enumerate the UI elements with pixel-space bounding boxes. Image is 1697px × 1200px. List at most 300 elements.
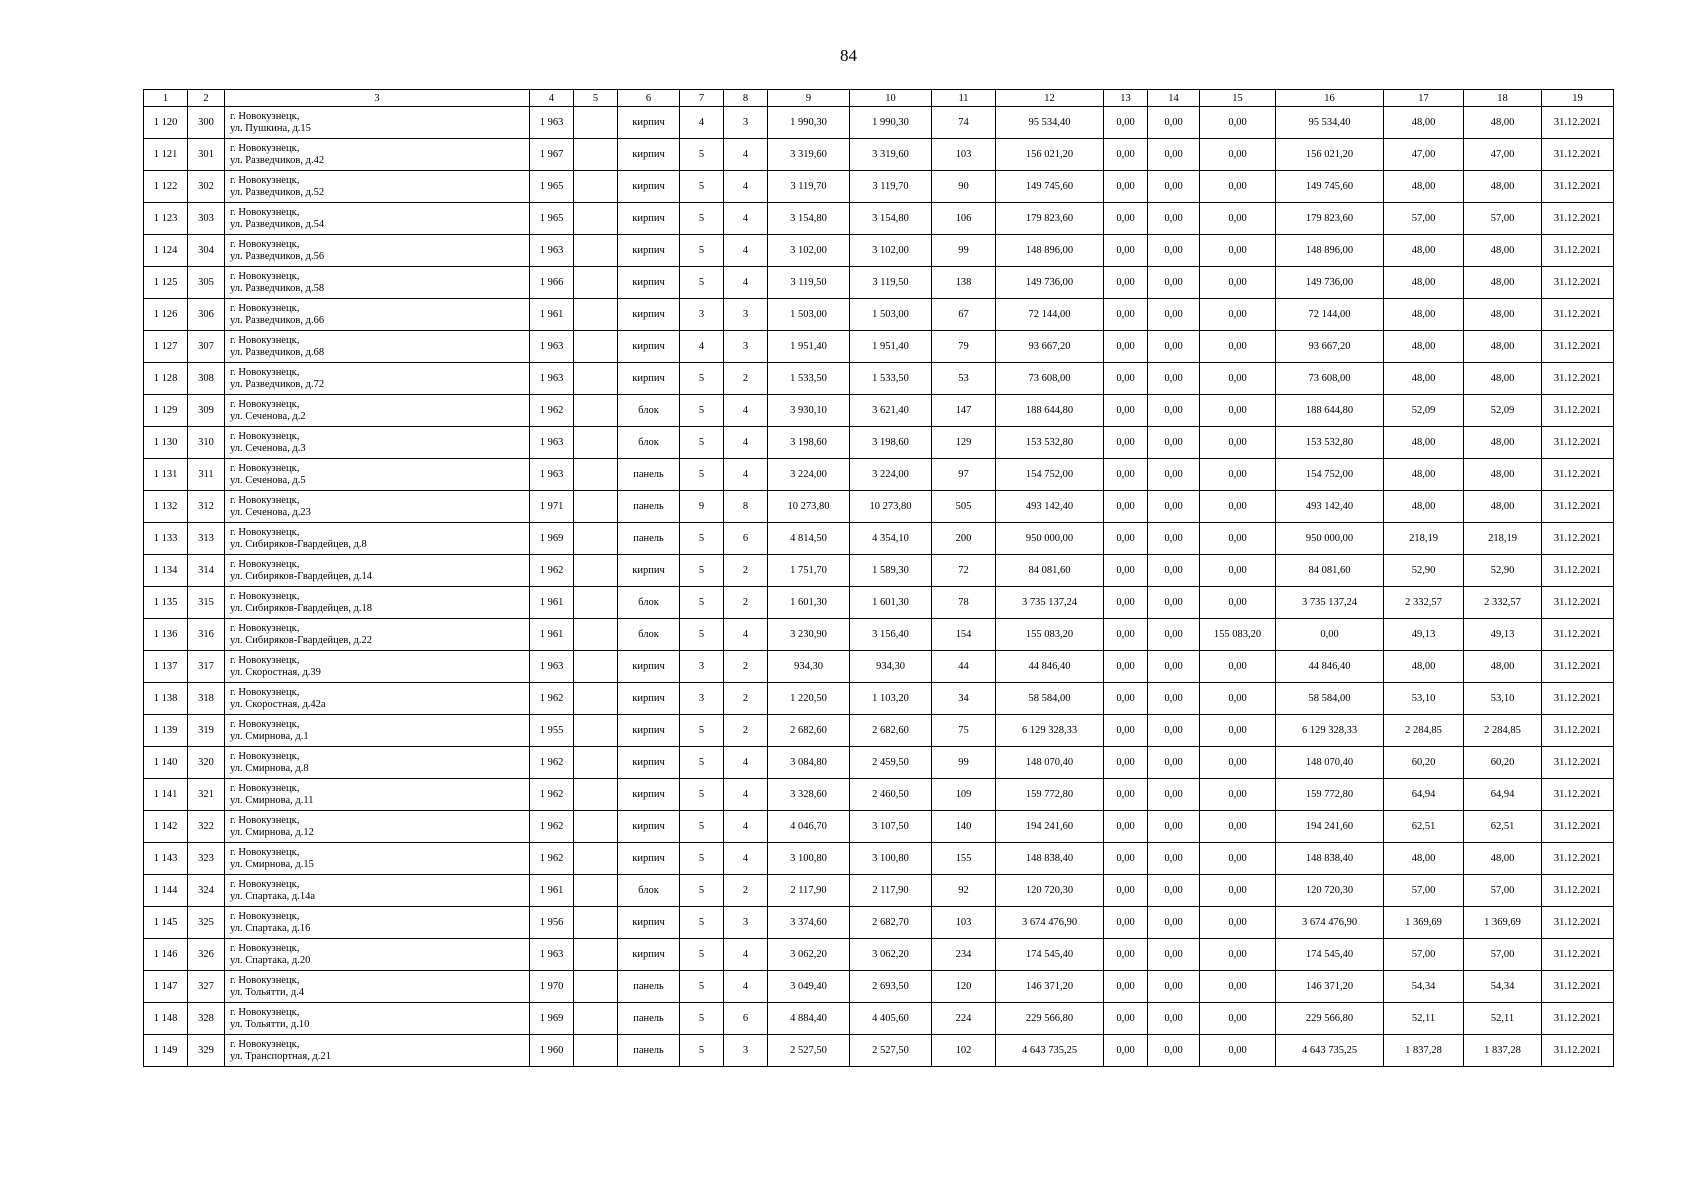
cell-col-13: 0,00 — [1104, 875, 1148, 907]
cell-col-19: 31.12.2021 — [1542, 651, 1614, 683]
cell-col-1: 1 132 — [144, 491, 188, 523]
cell-col-18: 62,51 — [1464, 811, 1542, 843]
address-cell — [225, 427, 530, 459]
column-number-header — [144, 90, 1614, 107]
cell-col-2: 323 — [188, 843, 225, 875]
cell-col-5 — [574, 779, 618, 811]
cell-col-18: 48,00 — [1464, 843, 1542, 875]
cell-col-6: кирпич — [618, 267, 680, 299]
cell-col-5 — [574, 907, 618, 939]
cell-col-1: 1 133 — [144, 523, 188, 555]
table-row — [144, 907, 1614, 939]
cell-col-10: 3 154,80 — [850, 203, 932, 235]
cell-col-4: 1 966 — [530, 267, 574, 299]
cell-col-13: 0,00 — [1104, 331, 1148, 363]
table-row — [144, 875, 1614, 907]
cell-col-19: 31.12.2021 — [1542, 747, 1614, 779]
cell-col-12: 155 083,20 — [996, 619, 1104, 651]
cell-col-4: 1 955 — [530, 715, 574, 747]
cell-col-11: 99 — [932, 235, 996, 267]
address-city: г. Новокузнецк, — [230, 686, 300, 698]
cell-col-11: 74 — [932, 107, 996, 139]
cell-col-11: 147 — [932, 395, 996, 427]
cell-col-18: 48,00 — [1464, 267, 1542, 299]
cell-col-4: 1 963 — [530, 939, 574, 971]
column-header-15: 15 — [1200, 90, 1276, 107]
cell-col-1: 1 143 — [144, 843, 188, 875]
cell-col-7: 4 — [680, 107, 724, 139]
cell-col-8: 2 — [724, 587, 768, 619]
table-row — [144, 683, 1614, 715]
cell-col-7: 5 — [680, 139, 724, 171]
cell-col-16: 153 532,80 — [1276, 427, 1384, 459]
cell-col-13: 0,00 — [1104, 267, 1148, 299]
cell-col-10: 4 354,10 — [850, 523, 932, 555]
cell-col-10: 3 062,20 — [850, 939, 932, 971]
page-number: 84 — [840, 46, 857, 65]
cell-col-7: 5 — [680, 907, 724, 939]
column-header-12: 12 — [996, 90, 1104, 107]
cell-col-7: 5 — [680, 619, 724, 651]
cell-col-9: 3 119,70 — [768, 171, 850, 203]
cell-col-12: 148 896,00 — [996, 235, 1104, 267]
cell-col-14: 0,00 — [1148, 235, 1200, 267]
cell-col-19: 31.12.2021 — [1542, 811, 1614, 843]
cell-col-11: 97 — [932, 459, 996, 491]
address-city: г. Новокузнецк, — [230, 590, 300, 602]
cell-col-12: 6 129 328,33 — [996, 715, 1104, 747]
address-city: г. Новокузнецк, — [230, 494, 300, 506]
cell-col-9: 3 198,60 — [768, 427, 850, 459]
cell-col-6: кирпич — [618, 139, 680, 171]
cell-col-6: кирпич — [618, 235, 680, 267]
cell-col-9: 2 527,50 — [768, 1035, 850, 1067]
cell-col-15: 0,00 — [1200, 395, 1276, 427]
cell-col-12: 3 674 476,90 — [996, 907, 1104, 939]
housing-register-table — [143, 89, 1614, 1067]
cell-col-17: 218,19 — [1384, 523, 1464, 555]
cell-col-5 — [574, 459, 618, 491]
cell-col-6: кирпич — [618, 651, 680, 683]
address-street: ул. Сеченова, д.5 — [230, 474, 306, 486]
address-city: г. Новокузнецк, — [230, 846, 300, 858]
address-city: г. Новокузнецк, — [230, 814, 300, 826]
cell-col-14: 0,00 — [1148, 843, 1200, 875]
cell-col-10: 3 156,40 — [850, 619, 932, 651]
cell-col-12: 93 667,20 — [996, 331, 1104, 363]
cell-col-19: 31.12.2021 — [1542, 459, 1614, 491]
cell-col-6: кирпич — [618, 171, 680, 203]
address-cell — [225, 555, 530, 587]
cell-col-2: 313 — [188, 523, 225, 555]
cell-col-10: 3 224,00 — [850, 459, 932, 491]
cell-col-16: 156 021,20 — [1276, 139, 1384, 171]
cell-col-8: 4 — [724, 459, 768, 491]
cell-col-12: 72 144,00 — [996, 299, 1104, 331]
address-street: ул. Сибиряков-Гвардейцев, д.22 — [230, 634, 373, 646]
cell-col-5 — [574, 427, 618, 459]
cell-col-9: 1 990,30 — [768, 107, 850, 139]
cell-col-13: 0,00 — [1104, 683, 1148, 715]
address-cell — [225, 1003, 530, 1035]
cell-col-13: 0,00 — [1104, 843, 1148, 875]
cell-col-8: 4 — [724, 619, 768, 651]
cell-col-10: 2 460,50 — [850, 779, 932, 811]
cell-col-13: 0,00 — [1104, 491, 1148, 523]
cell-col-1: 1 144 — [144, 875, 188, 907]
cell-col-1: 1 149 — [144, 1035, 188, 1067]
table-row — [144, 427, 1614, 459]
cell-col-12: 174 545,40 — [996, 939, 1104, 971]
cell-col-4: 1 963 — [530, 331, 574, 363]
cell-col-2: 310 — [188, 427, 225, 459]
cell-col-12: 229 566,80 — [996, 1003, 1104, 1035]
table-row — [144, 843, 1614, 875]
cell-col-8: 3 — [724, 907, 768, 939]
cell-col-6: кирпич — [618, 555, 680, 587]
cell-col-10: 1 589,30 — [850, 555, 932, 587]
cell-col-13: 0,00 — [1104, 459, 1148, 491]
cell-col-7: 5 — [680, 971, 724, 1003]
cell-col-17: 48,00 — [1384, 331, 1464, 363]
cell-col-10: 4 405,60 — [850, 1003, 932, 1035]
cell-col-17: 49,13 — [1384, 619, 1464, 651]
cell-col-6: панель — [618, 523, 680, 555]
cell-col-4: 1 962 — [530, 843, 574, 875]
cell-col-6: панель — [618, 971, 680, 1003]
address-street: ул. Смирнова, д.12 — [230, 826, 314, 838]
cell-col-4: 1 961 — [530, 587, 574, 619]
table-row — [144, 491, 1614, 523]
cell-col-10: 1 990,30 — [850, 107, 932, 139]
cell-col-18: 2 284,85 — [1464, 715, 1542, 747]
cell-col-14: 0,00 — [1148, 203, 1200, 235]
cell-col-18: 218,19 — [1464, 523, 1542, 555]
column-header-3: 3 — [225, 90, 530, 107]
cell-col-16: 188 644,80 — [1276, 395, 1384, 427]
cell-col-1: 1 129 — [144, 395, 188, 427]
cell-col-6: кирпич — [618, 683, 680, 715]
cell-col-17: 52,90 — [1384, 555, 1464, 587]
address-street: ул. Тольятти, д.10 — [230, 1018, 310, 1030]
cell-col-12: 148 070,40 — [996, 747, 1104, 779]
cell-col-12: 493 142,40 — [996, 491, 1104, 523]
cell-col-4: 1 970 — [530, 971, 574, 1003]
cell-col-11: 200 — [932, 523, 996, 555]
cell-col-18: 48,00 — [1464, 331, 1542, 363]
address-city: г. Новокузнецк, — [230, 270, 300, 282]
cell-col-18: 48,00 — [1464, 171, 1542, 203]
cell-col-2: 301 — [188, 139, 225, 171]
cell-col-17: 48,00 — [1384, 651, 1464, 683]
cell-col-11: 154 — [932, 619, 996, 651]
cell-col-4: 1 956 — [530, 907, 574, 939]
cell-col-15: 0,00 — [1200, 811, 1276, 843]
cell-col-17: 54,34 — [1384, 971, 1464, 1003]
cell-col-11: 78 — [932, 587, 996, 619]
cell-col-7: 5 — [680, 1003, 724, 1035]
cell-col-2: 324 — [188, 875, 225, 907]
cell-col-18: 1 837,28 — [1464, 1035, 1542, 1067]
cell-col-18: 48,00 — [1464, 299, 1542, 331]
cell-col-11: 72 — [932, 555, 996, 587]
cell-col-13: 0,00 — [1104, 171, 1148, 203]
cell-col-17: 2 332,57 — [1384, 587, 1464, 619]
cell-col-10: 2 117,90 — [850, 875, 932, 907]
cell-col-18: 57,00 — [1464, 203, 1542, 235]
cell-col-10: 2 682,60 — [850, 715, 932, 747]
cell-col-8: 6 — [724, 1003, 768, 1035]
cell-col-10: 2 527,50 — [850, 1035, 932, 1067]
cell-col-15: 0,00 — [1200, 875, 1276, 907]
address-cell — [225, 459, 530, 491]
cell-col-7: 5 — [680, 587, 724, 619]
table-row — [144, 107, 1614, 139]
address-street: ул. Сеченова, д.23 — [230, 506, 311, 518]
address-city: г. Новокузнецк, — [230, 462, 300, 474]
cell-col-1: 1 147 — [144, 971, 188, 1003]
table-row — [144, 1003, 1614, 1035]
cell-col-9: 3 930,10 — [768, 395, 850, 427]
cell-col-2: 321 — [188, 779, 225, 811]
address-cell — [225, 139, 530, 171]
cell-col-12: 159 772,80 — [996, 779, 1104, 811]
cell-col-14: 0,00 — [1148, 811, 1200, 843]
cell-col-12: 73 608,00 — [996, 363, 1104, 395]
cell-col-16: 950 000,00 — [1276, 523, 1384, 555]
cell-col-7: 5 — [680, 363, 724, 395]
cell-col-19: 31.12.2021 — [1542, 491, 1614, 523]
cell-col-2: 302 — [188, 171, 225, 203]
cell-col-13: 0,00 — [1104, 651, 1148, 683]
cell-col-4: 1 969 — [530, 523, 574, 555]
cell-col-11: 99 — [932, 747, 996, 779]
column-header-19: 19 — [1542, 90, 1614, 107]
cell-col-17: 53,10 — [1384, 683, 1464, 715]
cell-col-7: 5 — [680, 459, 724, 491]
cell-col-14: 0,00 — [1148, 331, 1200, 363]
cell-col-7: 5 — [680, 523, 724, 555]
cell-col-17: 48,00 — [1384, 235, 1464, 267]
cell-col-1: 1 125 — [144, 267, 188, 299]
cell-col-18: 64,94 — [1464, 779, 1542, 811]
address-city: г. Новокузнецк, — [230, 782, 300, 794]
cell-col-16: 72 144,00 — [1276, 299, 1384, 331]
cell-col-9: 3 100,80 — [768, 843, 850, 875]
cell-col-5 — [574, 715, 618, 747]
cell-col-11: 53 — [932, 363, 996, 395]
cell-col-4: 1 960 — [530, 1035, 574, 1067]
cell-col-18: 52,09 — [1464, 395, 1542, 427]
cell-col-8: 2 — [724, 683, 768, 715]
cell-col-1: 1 123 — [144, 203, 188, 235]
column-header-1: 1 — [144, 90, 188, 107]
cell-col-17: 48,00 — [1384, 107, 1464, 139]
column-header-14: 14 — [1148, 90, 1200, 107]
cell-col-17: 57,00 — [1384, 939, 1464, 971]
column-header-10: 10 — [850, 90, 932, 107]
cell-col-5 — [574, 1035, 618, 1067]
table-row — [144, 523, 1614, 555]
cell-col-14: 0,00 — [1148, 395, 1200, 427]
cell-col-17: 64,94 — [1384, 779, 1464, 811]
address-cell — [225, 331, 530, 363]
cell-col-15: 0,00 — [1200, 139, 1276, 171]
cell-col-18: 48,00 — [1464, 107, 1542, 139]
column-header-17: 17 — [1384, 90, 1464, 107]
table-row — [144, 939, 1614, 971]
cell-col-19: 31.12.2021 — [1542, 587, 1614, 619]
cell-col-15: 0,00 — [1200, 299, 1276, 331]
cell-col-2: 306 — [188, 299, 225, 331]
table-row — [144, 363, 1614, 395]
address-cell — [225, 523, 530, 555]
column-header-4: 4 — [530, 90, 574, 107]
cell-col-7: 9 — [680, 491, 724, 523]
cell-col-15: 0,00 — [1200, 555, 1276, 587]
cell-col-9: 4 046,70 — [768, 811, 850, 843]
cell-col-9: 1 533,50 — [768, 363, 850, 395]
column-header-18: 18 — [1464, 90, 1542, 107]
cell-col-8: 2 — [724, 875, 768, 907]
address-cell — [225, 267, 530, 299]
cell-col-14: 0,00 — [1148, 299, 1200, 331]
cell-col-13: 0,00 — [1104, 235, 1148, 267]
cell-col-6: кирпич — [618, 907, 680, 939]
cell-col-17: 48,00 — [1384, 459, 1464, 491]
cell-col-1: 1 140 — [144, 747, 188, 779]
cell-col-5 — [574, 651, 618, 683]
cell-col-11: 234 — [932, 939, 996, 971]
cell-col-13: 0,00 — [1104, 363, 1148, 395]
cell-col-6: блок — [618, 619, 680, 651]
cell-col-8: 6 — [724, 523, 768, 555]
cell-col-17: 48,00 — [1384, 299, 1464, 331]
cell-col-15: 0,00 — [1200, 459, 1276, 491]
cell-col-9: 10 273,80 — [768, 491, 850, 523]
cell-col-19: 31.12.2021 — [1542, 171, 1614, 203]
cell-col-14: 0,00 — [1148, 907, 1200, 939]
cell-col-9: 3 084,80 — [768, 747, 850, 779]
cell-col-1: 1 120 — [144, 107, 188, 139]
address-city: г. Новокузнецк, — [230, 174, 300, 186]
table-row — [144, 203, 1614, 235]
cell-col-5 — [574, 619, 618, 651]
cell-col-14: 0,00 — [1148, 171, 1200, 203]
cell-col-9: 3 230,90 — [768, 619, 850, 651]
cell-col-17: 48,00 — [1384, 843, 1464, 875]
cell-col-12: 179 823,60 — [996, 203, 1104, 235]
cell-col-4: 1 961 — [530, 875, 574, 907]
address-street: ул. Пушкина, д.15 — [230, 122, 311, 134]
cell-col-13: 0,00 — [1104, 555, 1148, 587]
cell-col-4: 1 963 — [530, 427, 574, 459]
cell-col-14: 0,00 — [1148, 1035, 1200, 1067]
cell-col-1: 1 136 — [144, 619, 188, 651]
cell-col-8: 4 — [724, 171, 768, 203]
cell-col-5 — [574, 875, 618, 907]
cell-col-1: 1 122 — [144, 171, 188, 203]
cell-col-7: 5 — [680, 747, 724, 779]
cell-col-10: 2 693,50 — [850, 971, 932, 1003]
cell-col-14: 0,00 — [1148, 715, 1200, 747]
cell-col-9: 1 503,00 — [768, 299, 850, 331]
cell-col-8: 4 — [724, 811, 768, 843]
address-street: ул. Спартака, д.20 — [230, 954, 311, 966]
cell-col-9: 3 102,00 — [768, 235, 850, 267]
cell-col-2: 328 — [188, 1003, 225, 1035]
cell-col-7: 5 — [680, 1035, 724, 1067]
cell-col-13: 0,00 — [1104, 939, 1148, 971]
cell-col-5 — [574, 939, 618, 971]
cell-col-19: 31.12.2021 — [1542, 427, 1614, 459]
cell-col-12: 153 532,80 — [996, 427, 1104, 459]
table-row — [144, 395, 1614, 427]
table-row — [144, 779, 1614, 811]
cell-col-7: 5 — [680, 939, 724, 971]
cell-col-8: 4 — [724, 843, 768, 875]
address-cell — [225, 587, 530, 619]
cell-col-9: 2 682,60 — [768, 715, 850, 747]
cell-col-9: 1 751,70 — [768, 555, 850, 587]
cell-col-15: 0,00 — [1200, 715, 1276, 747]
address-city: г. Новокузнецк, — [230, 878, 300, 890]
table-row — [144, 619, 1614, 651]
cell-col-14: 0,00 — [1148, 651, 1200, 683]
cell-col-1: 1 138 — [144, 683, 188, 715]
cell-col-6: кирпич — [618, 811, 680, 843]
cell-col-4: 1 962 — [530, 395, 574, 427]
cell-col-14: 0,00 — [1148, 107, 1200, 139]
address-street: ул. Сеченова, д.3 — [230, 442, 306, 454]
cell-col-14: 0,00 — [1148, 779, 1200, 811]
cell-col-5 — [574, 203, 618, 235]
cell-col-15: 0,00 — [1200, 331, 1276, 363]
cell-col-6: кирпич — [618, 331, 680, 363]
cell-col-1: 1 126 — [144, 299, 188, 331]
cell-col-19: 31.12.2021 — [1542, 139, 1614, 171]
cell-col-5 — [574, 235, 618, 267]
address-city: г. Новокузнецк, — [230, 430, 300, 442]
cell-col-15: 0,00 — [1200, 747, 1276, 779]
cell-col-13: 0,00 — [1104, 427, 1148, 459]
cell-col-15: 0,00 — [1200, 235, 1276, 267]
cell-col-5 — [574, 843, 618, 875]
cell-col-13: 0,00 — [1104, 619, 1148, 651]
cell-col-15: 0,00 — [1200, 779, 1276, 811]
cell-col-16: 93 667,20 — [1276, 331, 1384, 363]
cell-col-9: 1 601,30 — [768, 587, 850, 619]
cell-col-15: 0,00 — [1200, 203, 1276, 235]
cell-col-17: 48,00 — [1384, 491, 1464, 523]
cell-col-11: 224 — [932, 1003, 996, 1035]
address-street: ул. Сеченова, д.2 — [230, 410, 306, 422]
cell-col-8: 4 — [724, 939, 768, 971]
cell-col-18: 48,00 — [1464, 491, 1542, 523]
cell-col-8: 8 — [724, 491, 768, 523]
cell-col-2: 304 — [188, 235, 225, 267]
cell-col-16: 229 566,80 — [1276, 1003, 1384, 1035]
cell-col-13: 0,00 — [1104, 971, 1148, 1003]
cell-col-9: 4 814,50 — [768, 523, 850, 555]
address-cell — [225, 363, 530, 395]
cell-col-10: 2 682,70 — [850, 907, 932, 939]
cell-col-16: 3 674 476,90 — [1276, 907, 1384, 939]
cell-col-18: 52,11 — [1464, 1003, 1542, 1035]
cell-col-19: 31.12.2021 — [1542, 555, 1614, 587]
cell-col-1: 1 124 — [144, 235, 188, 267]
cell-col-1: 1 141 — [144, 779, 188, 811]
